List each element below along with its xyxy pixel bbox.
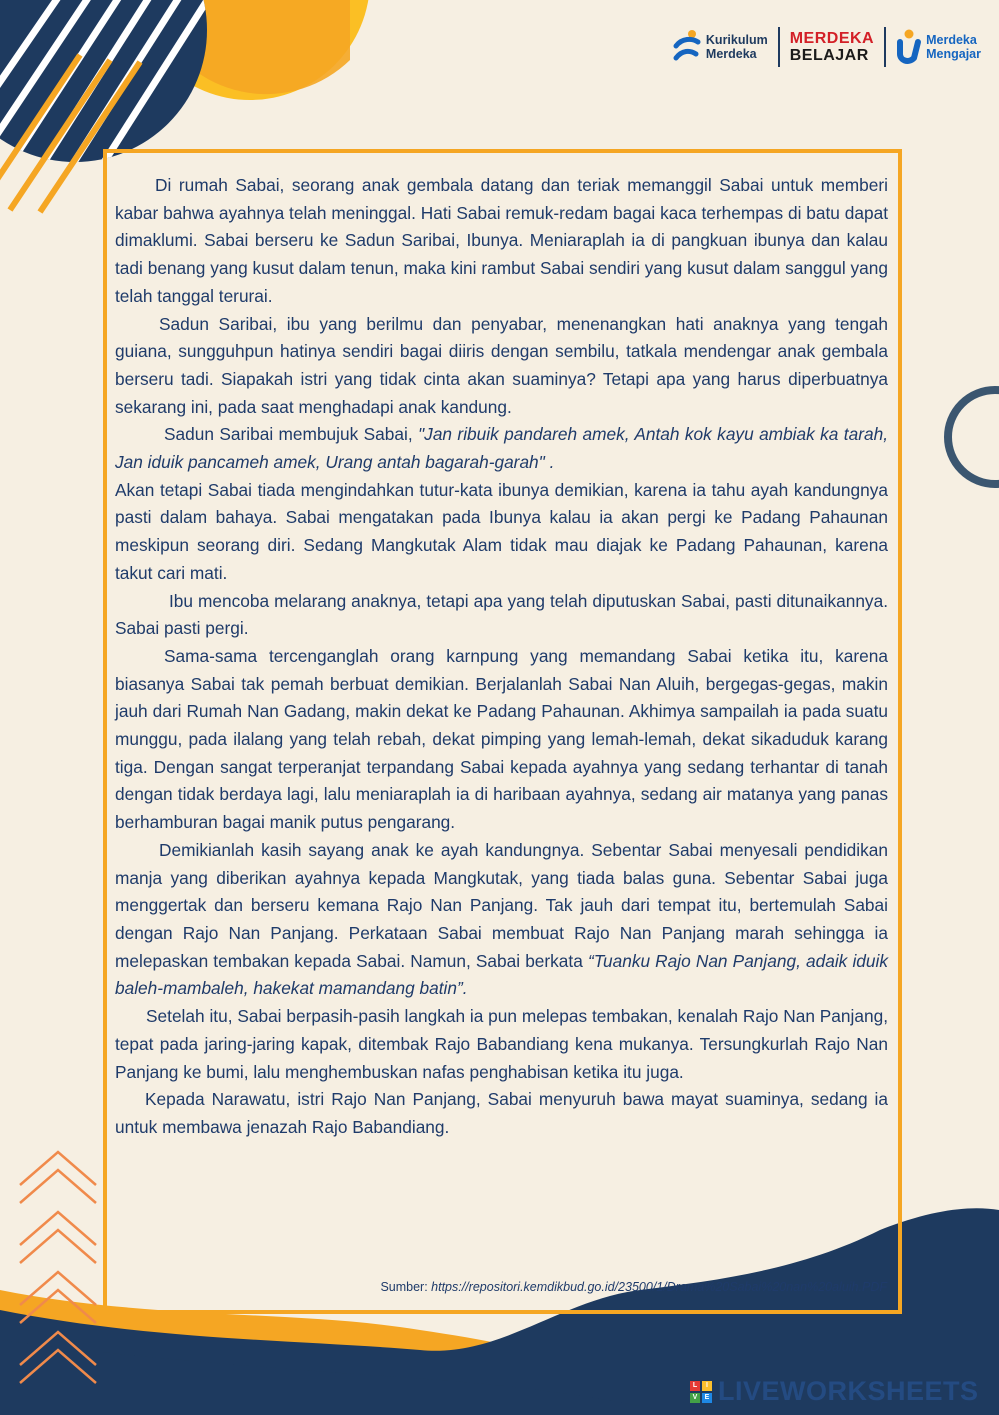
paragraph-1: Di rumah Sabai, seorang anak gembala datang dan teriak memanggil Sabai untuk memberi kabar bahwa ayahnya telah meninggal. Hati Sabai remuk-redam bagai kaca terhempas di batu dapat dimaklumi. Sabai berseru ke Sadun Saribai, Ibunya. Meniaraplah ia di pangkuan ibunya dan kalau tadi benang yang kusut dalam tenun, maka kini rambut Sabai sendiri yang kusut dalam sanggul yang telah tanggal terurai. xyxy=(115,175,888,306)
mengajar-line2: Mengajar xyxy=(926,47,981,61)
lw-letter: L xyxy=(690,1381,700,1391)
header-logos xyxy=(672,24,981,70)
logo-separator xyxy=(778,27,780,67)
paragraph-3 xyxy=(115,421,888,476)
paragraph-6: Sama-sama tercenganglah orang karnpung yang memandang Sabai ketika itu, karena biasanya Sabai tak pemah berbuat demikian. Berjalanlah Sabai Nan Aluih, bergegas-gegas, makin jauh dari Rumah Nan Gadang, makin dekat ke Padang Pahaunan. Akhimya sampailah ia pada suatu munggu, pada ilalang yang telah rebah, dekat pimping yang lemah-lemah, dekat sikaduduk karang tiga. Dengan sangat terperanjat terpandang Sabai kepada ayahnya yang sedang terhantar di tanah dengan tidak berdaya lagi, lalu meniaraplah ia di haribaan ayahnya, sedang air matanya yang panas berhamburan bagai manik putus pengarang. xyxy=(115,645,888,833)
right-ring xyxy=(948,390,999,484)
paragraph-7-quote: “Tuanku Rajo Nan Panjang, adaik iduik baleh-mambaleh, hakekat mamandang batin”. xyxy=(115,950,888,999)
paragraph-7-text: Demikianlah kasih sayang anak ke ayah kandungnya. Sebentar Sabai menyesali pendidikan manja yang diberikan ayahnya kepada Mangkutak, yang tiada balas guna. Sebentar Sabai juga menggertak dan berseru kemana Rajo Nan Panjang. Tak jauh dari tempat itu, bertemulah Sabai dengan Rajo Nan Panjang. Perkataan Sabai membuat Rajo Nan Panjang marah sehingga ia melepaskan tembakan kepada Sabai. Namun, Sabai berkata xyxy=(115,839,888,971)
paragraph-5: Ibu mencoba melarang anaknya, tetapi apa yang telah diputuskan Sabai, pasti ditunaikannya. Sabai pasti pergi. xyxy=(115,590,888,639)
story-text xyxy=(115,172,888,1142)
paragraph-4: Akan tetapi Sabai tiada mengindahkan tutur-kata ibunya demikian, karena ia tahu ayah kandungnya pasti dalam bahaya. Sabai mengatakan pada Ibunya kalau ia akan pergi ke Padang Pahaunan meskipun seorang diri. Sedang Mangkutak Alam tidak mau diajak ke Padang Pahaunan, karena takut cari mati. xyxy=(115,479,888,583)
paragraph-8: Setelah itu, Sabai berpasih-pasih langkah ia pun melepas tembakan, kenalah Rajo Nan Panjang, tepat pada jaring-jaring kapak, ditembak Rajo Babandiang kena mukanya. Tersungkurlah Rajo Nan Panjang ke bumi, lalu menghembuskan nafas penghabisan ketika itu juga. xyxy=(115,1006,888,1082)
merdeka-mengajar-logo xyxy=(896,28,981,66)
kurikulum-merdeka-logo xyxy=(672,28,768,66)
paragraph-2: Sadun Saribai, ibu yang berilmu dan penyabar, menenangkan hati anaknya yang tengah guiana, sungguhpun hatinya sendiri bagai diiris dengan sembilu, tatkala mendengar anak gembala berseru tadi. Siapakah istri yang tidak cinta akan suaminya? Tetapi apa yang harus diperbuatnya sekarang ini, pada saat menghadapi anak kandung. xyxy=(115,313,888,417)
paragraph-3-quote: "Jan ribuik pandareh amek, Antah kok kayu ambiak ka tarah, Jan iduik pancameh amek, Urang antah bagarah-garah" . xyxy=(115,424,888,473)
lw-letter: E xyxy=(702,1393,712,1403)
lw-letter: V xyxy=(690,1393,700,1403)
liveworksheets-watermark xyxy=(690,1376,979,1407)
logo-separator xyxy=(884,27,886,67)
paragraph-3-intro: Sadun Saribai membujuk Sabai, xyxy=(164,424,419,445)
kurikulum-line2: Merdeka xyxy=(705,47,757,61)
paragraph-9: Kepada Narawatu, istri Rajo Nan Panjang, Sabai menyuruh bawa mayat suaminya, sedang ia untuk membawa jenazah Rajo Babandiang. xyxy=(115,1089,888,1137)
lw-letter: I xyxy=(702,1381,712,1391)
merdeka-belajar-line1: MERDEKA xyxy=(789,30,875,47)
liveworksheets-icon xyxy=(690,1381,712,1403)
kurikulum-merdeka-icon xyxy=(672,28,702,66)
merdeka-belajar-line2: BELAJAR xyxy=(789,47,869,64)
liveworksheets-text: LIVEWORKSHEETS xyxy=(718,1376,979,1406)
mengajar-line1: Merdeka xyxy=(926,33,977,47)
merdeka-belajar-logo xyxy=(790,30,874,64)
paragraph-7 xyxy=(115,837,888,1003)
kurikulum-line1: Kurikulum xyxy=(705,33,768,47)
source-link[interactable]: https://repositori.kemdikbud.go.id/23500/1/Drama%20Sabai%20nan%20aluih.PDF xyxy=(431,1280,887,1294)
source-label: Sumber: xyxy=(380,1280,432,1294)
merdeka-mengajar-icon xyxy=(896,28,922,66)
source-citation xyxy=(380,1280,887,1294)
